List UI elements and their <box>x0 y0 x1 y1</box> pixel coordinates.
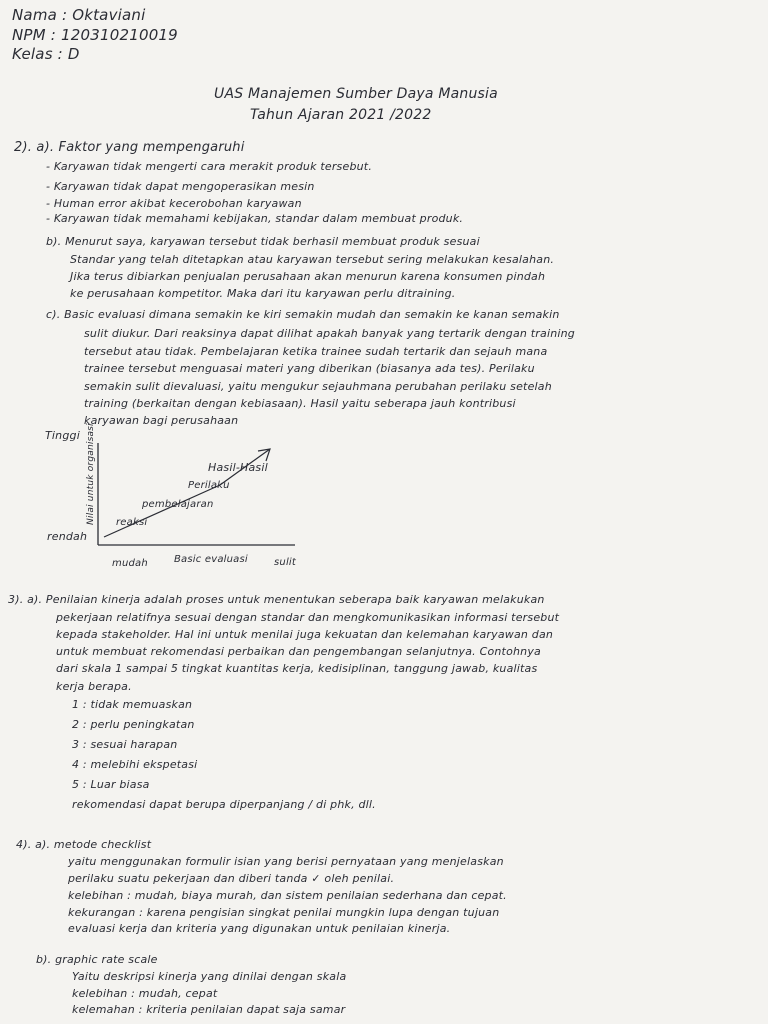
q2a-item: - Karyawan tidak dapat mengoperasikan mesin <box>46 180 315 193</box>
y-bottom-label: rendah <box>47 530 88 543</box>
q2b-line: b). Menurut saya, karyawan tersebut tidak berhasil membuat produk sesuai <box>46 235 480 248</box>
step-label-perilaku: Perilaku <box>188 480 230 491</box>
q2c-line: c). Basic evaluasi dimana semakin ke kiri semakin mudah dan semakin ke kanan semakin <box>46 308 560 321</box>
q3-scale-item: 2 : perlu peningkatan <box>72 718 195 731</box>
step-label-hasil: Hasil-Hasil <box>208 461 268 474</box>
header-nama: Nama : Oktaviani <box>12 6 146 24</box>
trend-line <box>104 485 220 537</box>
q4b-heading: b). graphic rate scale <box>36 953 158 966</box>
step-label-pembelajaran: pembelajaran <box>142 499 214 510</box>
q3a-line: kerja berapa. <box>56 680 132 693</box>
q3a-line: 3). a). Penilaian kinerja adalah proses untuk menentukan seberapa baik karyawan melakukan <box>8 593 545 606</box>
doc-title: UAS Manajemen Sumber Daya Manusia <box>214 86 498 102</box>
q2a-item: - Karyawan tidak memahami kebijakan, standar dalam membuat produk. <box>46 212 464 225</box>
q2a-heading: 2). a). Faktor yang mempengaruhi <box>14 140 245 155</box>
step-label-reaksi: reaksi <box>116 517 148 528</box>
q4a-line: evaluasi kerja dan kriteria yang digunakan untuk penilaian kinerja. <box>68 922 451 935</box>
q3a-line: kepada stakeholder. Hal ini untuk menilai juga kekuatan dan kelemahan karyawan dan <box>56 628 554 641</box>
y-axis-label: Nilai untuk organisasi <box>86 423 96 525</box>
header-kelas: Kelas : D <box>12 45 80 63</box>
q2a-item: - Human error akibat kecerobohan karyawan <box>46 197 302 210</box>
q4a-line: yaitu menggunakan formulir isian yang berisi pernyataan yang menjelaskan <box>68 855 504 868</box>
x-mid-label: Basic evaluasi <box>174 554 248 565</box>
q2c-line: semakin sulit dievaluasi, yaitu mengukur sejauhmana perubahan perilaku setelah <box>84 380 552 393</box>
doc-subtitle: Tahun Ajaran 2021 /2022 <box>250 107 432 123</box>
q3-closing: rekomendasi dapat berupa diperpanjang / di phk, dll. <box>72 798 376 811</box>
q3-scale-item: 3 : sesuai harapan <box>72 738 178 751</box>
q4a-heading: 4). a). metode checklist <box>16 838 152 851</box>
q2c-line: karyawan bagi perusahaan <box>84 414 239 427</box>
q4a-line: kekurangan : karena pengisian singkat penilai mungkin lupa dengan tujuan <box>68 906 500 919</box>
q2a-item: - Karyawan tidak mengerti cara merakit produk tersebut. <box>46 160 373 173</box>
q4a-line: kelebihan : mudah, biaya murah, dan sistem penilaian sederhana dan cepat. <box>68 889 507 902</box>
q2b-line: Standar yang telah ditetapkan atau karyawan tersebut sering melakukan kesalahan. <box>70 253 555 266</box>
q2c-line: trainee tersebut menguasai materi yang diberikan (biasanya ada tes). Perilaku <box>84 362 535 375</box>
q4a-line: perilaku suatu pekerjaan dan diberi tanda ✓ oleh penilai. <box>68 872 395 885</box>
q3a-line: pekerjaan relatifnya sesuai dengan standar dan mengkomunikasikan informasi tersebut <box>56 611 560 624</box>
q2c-line: tersebut atau tidak. Pembelajaran ketika trainee sudah tertarik dan sejauh mana <box>84 345 548 358</box>
q2b-line: ke perusahaan kompetitor. Maka dari itu karyawan perlu ditraining. <box>70 287 456 300</box>
q4b-line: kelebihan : mudah, cepat <box>72 987 218 1000</box>
q3-scale-item: 4 : melebihi ekspetasi <box>72 758 198 771</box>
q3-scale-item: 5 : Luar biasa <box>72 778 150 791</box>
header-npm: NPM : 120310210019 <box>12 26 178 44</box>
q3a-line: dari skala 1 sampai 5 tingkat kuantitas kerja, kedisiplinan, tanggung jawab, kualitas <box>56 662 538 675</box>
q3-scale-item: 1 : tidak memuaskan <box>72 698 193 711</box>
y-top-label: Tinggi <box>45 429 80 442</box>
q2c-line: training (berkaitan dengan kebiasaan). Hasil yaitu seberapa jauh kontribusi <box>84 397 516 410</box>
q3a-line: untuk membuat rekomendasi perbaikan dan pengembangan selanjutnya. Contohnya <box>56 645 541 658</box>
q2b-line: Jika terus dibiarkan penjualan perusahaan akan menurun karena konsumen pindah <box>70 270 546 283</box>
evaluation-graph <box>40 425 310 575</box>
q2c-line: sulit diukur. Dari reaksinya dapat dilihat apakah banyak yang tertarik dengan training <box>84 327 575 340</box>
q4b-line: kelemahan : kriteria penilaian dapat saja samar <box>72 1003 346 1016</box>
x-right-label: sulit <box>274 557 297 568</box>
q4b-line: Yaitu deskripsi kinerja yang dinilai dengan skala <box>72 970 347 983</box>
x-left-label: mudah <box>112 558 148 569</box>
